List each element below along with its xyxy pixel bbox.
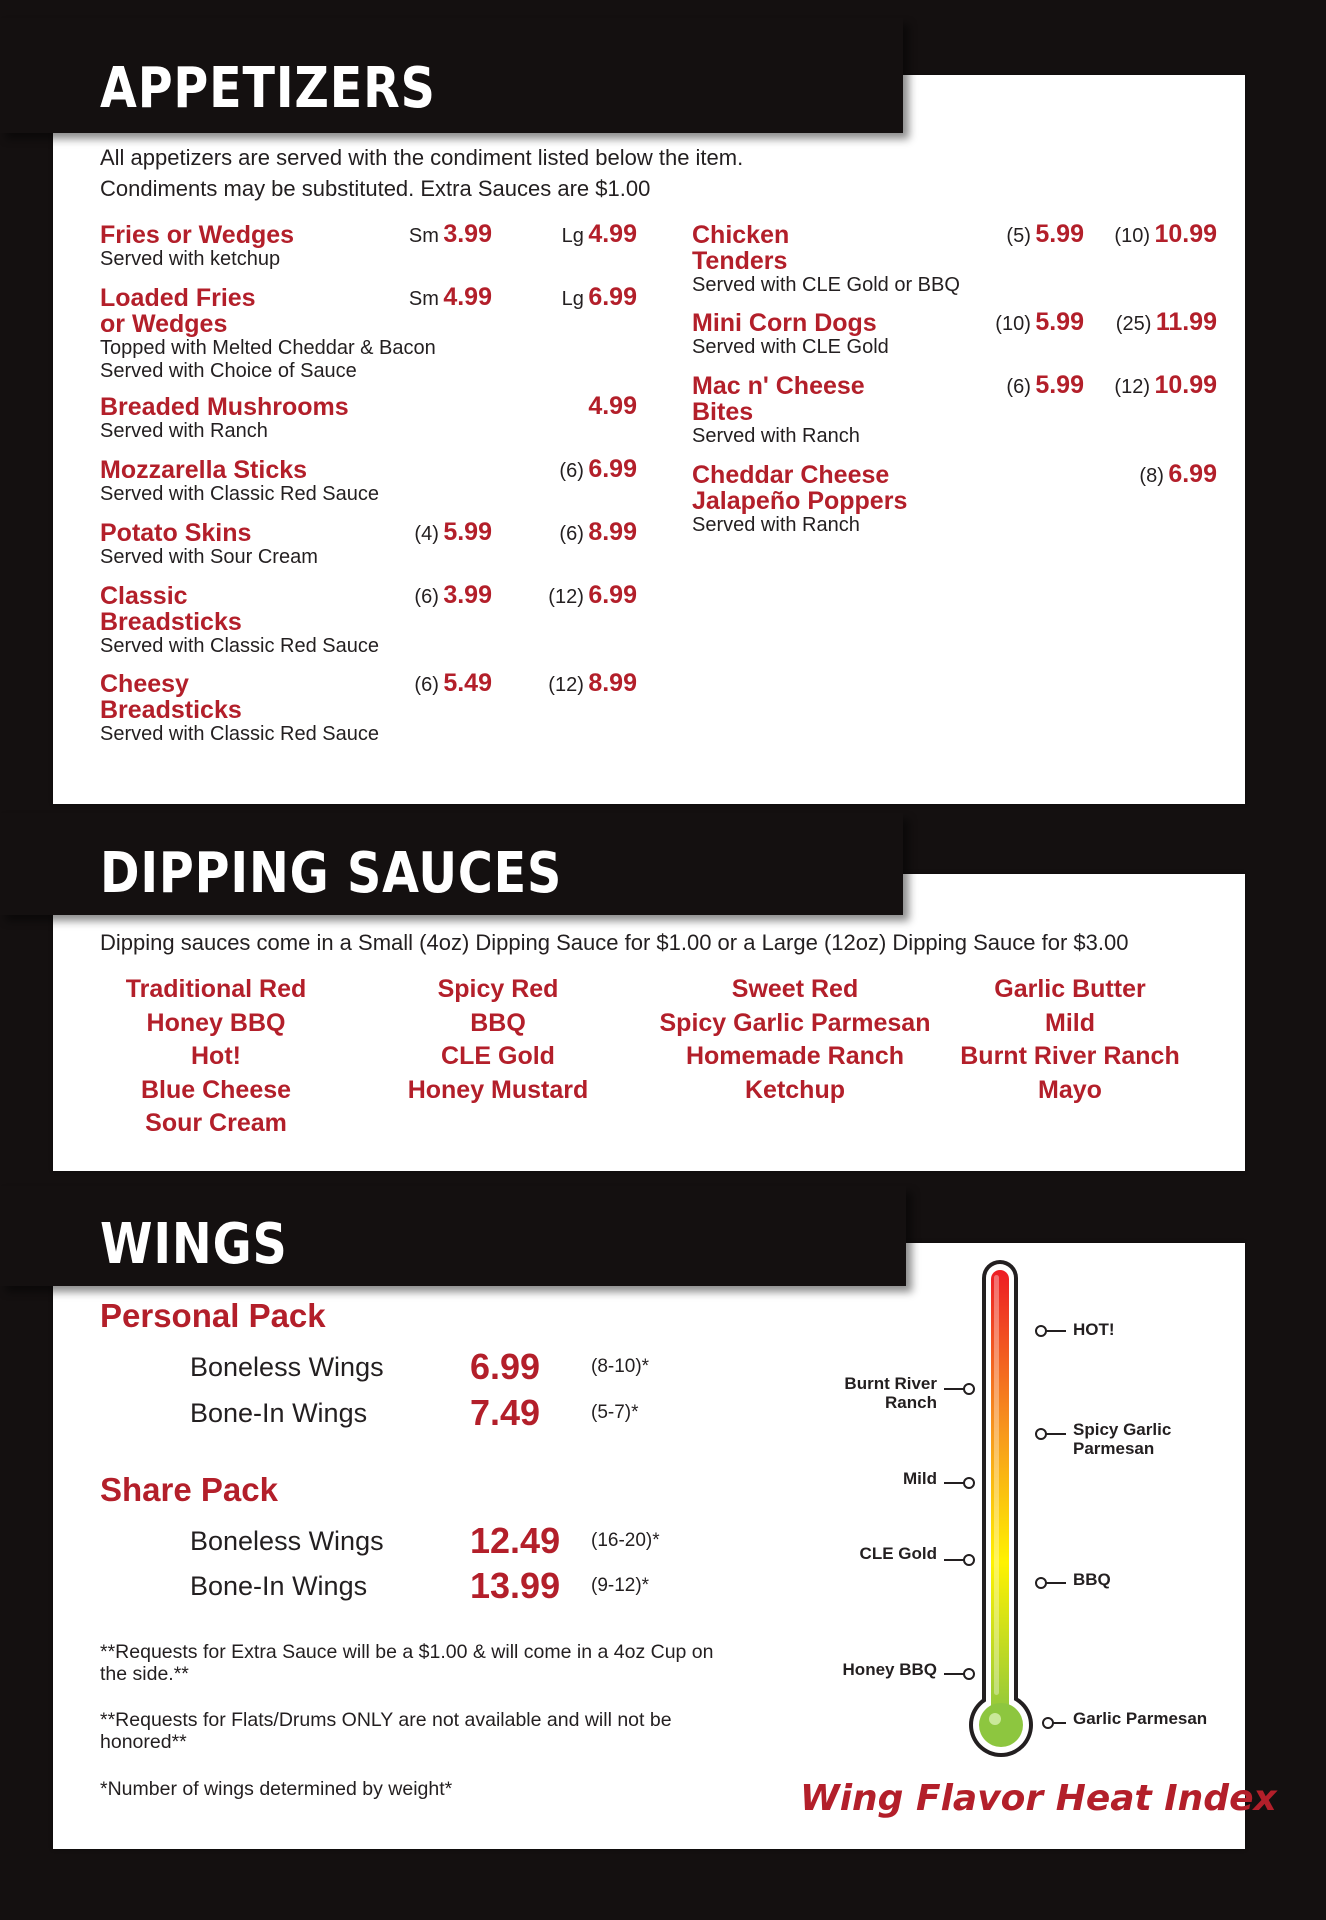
price-value: 5.49: [443, 669, 492, 697]
sauce-item: Garlic Butter: [994, 975, 1146, 1003]
sauces-intro: Dipping sauces come in a Small (4oz) Dipping Sauce for $1.00 or a Large (12oz) Dipping Sauce for $3.00: [100, 930, 1129, 955]
item-desc: Served with Classic Red Sauce: [100, 723, 380, 745]
item-desc: Served with Classic Red Sauce: [100, 635, 380, 657]
sauces-title: DIPPING SAUCES: [100, 841, 563, 906]
wing-count: (5-7)*: [591, 1402, 639, 1423]
price-label: (6): [414, 674, 439, 696]
price-label: (6): [559, 460, 584, 482]
sauce-item: Homemade Ranch: [685, 1042, 905, 1070]
item-name-line1: Loaded Fries: [100, 284, 256, 312]
price-value: 4.99: [443, 283, 492, 311]
item-desc-line1: Topped with Melted Cheddar & Bacon: [100, 337, 436, 359]
item-desc: Served with Ranch: [692, 514, 860, 536]
item-name: Fries or Wedges: [100, 221, 295, 249]
wing-name: Boneless Wings: [190, 1352, 384, 1382]
item-desc: Served with CLE Gold: [692, 336, 889, 358]
price-value: 6.99: [1168, 460, 1217, 488]
note-weight: *Number of wings determined by weight*: [100, 1778, 453, 1800]
price-value: 5.99: [1035, 220, 1084, 248]
price-value: 5.99: [443, 518, 492, 546]
item-desc: Served with ketchup: [100, 248, 281, 270]
item-desc: Served with Classic Red Sauce: [100, 483, 380, 505]
price-label: (10): [995, 313, 1031, 335]
price-label: (8): [1139, 465, 1164, 487]
price-label: Lg: [561, 225, 584, 247]
price-value: 10.99: [1154, 371, 1217, 399]
price-label: Sm: [408, 288, 439, 310]
item-name-line1: Chicken: [692, 221, 790, 249]
sauce-item: Traditional Red: [125, 975, 307, 1003]
heat-label-line1: Burnt River: [844, 1374, 937, 1393]
heat-label-line2: Parmesan: [1073, 1439, 1155, 1458]
price-value: 4.99: [588, 220, 637, 248]
price-label: (10): [1114, 225, 1150, 247]
item-name-line1: Cheesy: [100, 670, 189, 698]
sauce-item: CLE Gold: [441, 1042, 555, 1070]
sauce-item: Spicy Garlic Parmesan: [659, 1008, 931, 1037]
price-value: 8.99: [588, 669, 637, 697]
price-label: (12): [548, 586, 584, 608]
item-name-line1: Classic: [100, 582, 188, 610]
sauce-item: Honey BBQ: [146, 1008, 286, 1037]
item-name-line2: or Wedges: [100, 310, 228, 338]
price-label: (5): [1006, 225, 1031, 247]
price-value: 8.99: [588, 518, 637, 546]
wing-name: Boneless Wings: [190, 1526, 384, 1556]
price-value: 6.99: [588, 455, 637, 483]
wing-count: (9-12)*: [591, 1575, 650, 1596]
heat-label-honey-bbq: Honey BBQ: [842, 1660, 937, 1679]
wing-name: Bone-In Wings: [190, 1398, 368, 1428]
sauce-item: Burnt River Ranch: [960, 1042, 1180, 1070]
wing-count: (8-10)*: [591, 1356, 650, 1377]
item-name-line2: Tenders: [692, 247, 788, 275]
thermometer-tube: [969, 1260, 1033, 1757]
item-desc: Served with Ranch: [692, 425, 860, 447]
item-desc: Served with Ranch: [100, 420, 268, 442]
heat-label-bbq: BBQ: [1073, 1570, 1111, 1589]
heat-label-line1: Spicy Garlic: [1073, 1420, 1172, 1439]
heat-index-title: Wing Flavor Heat Index: [800, 1778, 1277, 1819]
item-name-line2: Jalapeño Poppers: [692, 487, 908, 515]
price-label: (12): [548, 674, 584, 696]
item-name-line2: Breadsticks: [100, 696, 242, 724]
heat-label-garlic-parmesan: Garlic Parmesan: [1073, 1709, 1208, 1728]
sauce-item: Hot!: [191, 1042, 241, 1070]
price-value: 11.99: [1155, 308, 1217, 336]
price-label: (25): [1115, 313, 1152, 335]
price-value: 10.99: [1154, 220, 1217, 248]
price-value: 5.99: [1035, 308, 1084, 336]
left-markers: [944, 1384, 974, 1679]
heat-label-burnt-river-ranch: [844, 1374, 937, 1412]
item-name-line2: Breadsticks: [100, 608, 242, 636]
heat-label-hot: HOT!: [1073, 1320, 1115, 1339]
price-label: Lg: [561, 288, 584, 310]
sauce-item: Sweet Red: [731, 975, 859, 1003]
item-name: Potato Skins: [100, 519, 252, 547]
price-label: (6): [559, 523, 584, 545]
wing-count: (16-20)*: [591, 1530, 660, 1551]
price-label: Sm: [408, 225, 439, 247]
item-name-line1: Mac n' Cheese: [692, 372, 865, 400]
appetizers-intro-line1: All appetizers are served with the condiment listed below the item.: [100, 145, 744, 170]
item-name-line1: Cheddar Cheese: [692, 461, 890, 489]
price-value: 6.99: [588, 581, 637, 609]
wings-title: WINGS: [100, 1212, 288, 1277]
sauce-item: Ketchup: [745, 1075, 845, 1104]
sauce-item: Sour Cream: [145, 1109, 287, 1137]
price-value: 6.99: [588, 283, 637, 311]
wing-price: 13.99: [470, 1565, 561, 1606]
item-desc-line2: Served with Choice of Sauce: [100, 360, 357, 382]
price-value: 3.99: [443, 220, 492, 248]
item-name: Mozzarella Sticks: [100, 456, 308, 484]
note-flats-drums: **Requests for Flats/Drums ONLY are not available and will not be honored**: [100, 1709, 672, 1753]
item-desc: Served with CLE Gold or BBQ: [692, 274, 960, 296]
sauce-item: BBQ: [470, 1008, 526, 1037]
share-pack-title: Share Pack: [100, 1471, 278, 1508]
heat-label-spicy-garlic: [1073, 1420, 1171, 1458]
wing-price: 12.49: [470, 1520, 561, 1561]
price-value: 5.99: [1035, 371, 1084, 399]
heat-label-mild: Mild: [903, 1469, 937, 1488]
price-label: (6): [1006, 376, 1031, 398]
personal-pack-title: Personal Pack: [100, 1297, 326, 1334]
item-name: Mini Corn Dogs: [692, 309, 877, 337]
price-label: (6): [414, 586, 439, 608]
heat-label-line2: Ranch: [885, 1393, 937, 1412]
right-markers: [1036, 1326, 1066, 1728]
wing-name: Bone-In Wings: [190, 1571, 368, 1601]
note-extra-sauce: **Requests for Extra Sauce will be a $1.00 & will come in a 4oz Cup on the side.**: [100, 1641, 714, 1685]
appetizers-intro-line2: Condiments may be substituted. Extra Sauces are $1.00: [100, 176, 651, 201]
price-value: 3.99: [443, 581, 492, 609]
sauce-item: Spicy Red: [437, 975, 559, 1003]
sauce-item: Blue Cheese: [140, 1075, 292, 1104]
price-value: 4.99: [588, 392, 637, 420]
price-label: (4): [414, 523, 439, 545]
item-name: Breaded Mushrooms: [100, 393, 349, 421]
sauce-item: Mild: [1045, 1008, 1095, 1037]
sauce-item: Mayo: [1038, 1075, 1102, 1104]
wing-price: 6.99: [470, 1346, 541, 1387]
wing-price: 7.49: [470, 1392, 541, 1433]
item-desc: Served with Sour Cream: [100, 546, 318, 568]
sauce-item: Honey Mustard: [407, 1075, 589, 1104]
item-name-line2: Bites: [692, 398, 754, 426]
appetizers-title: APPETIZERS: [100, 56, 436, 121]
price-label: (12): [1114, 376, 1150, 398]
heat-label-cle-gold: CLE Gold: [859, 1544, 937, 1563]
